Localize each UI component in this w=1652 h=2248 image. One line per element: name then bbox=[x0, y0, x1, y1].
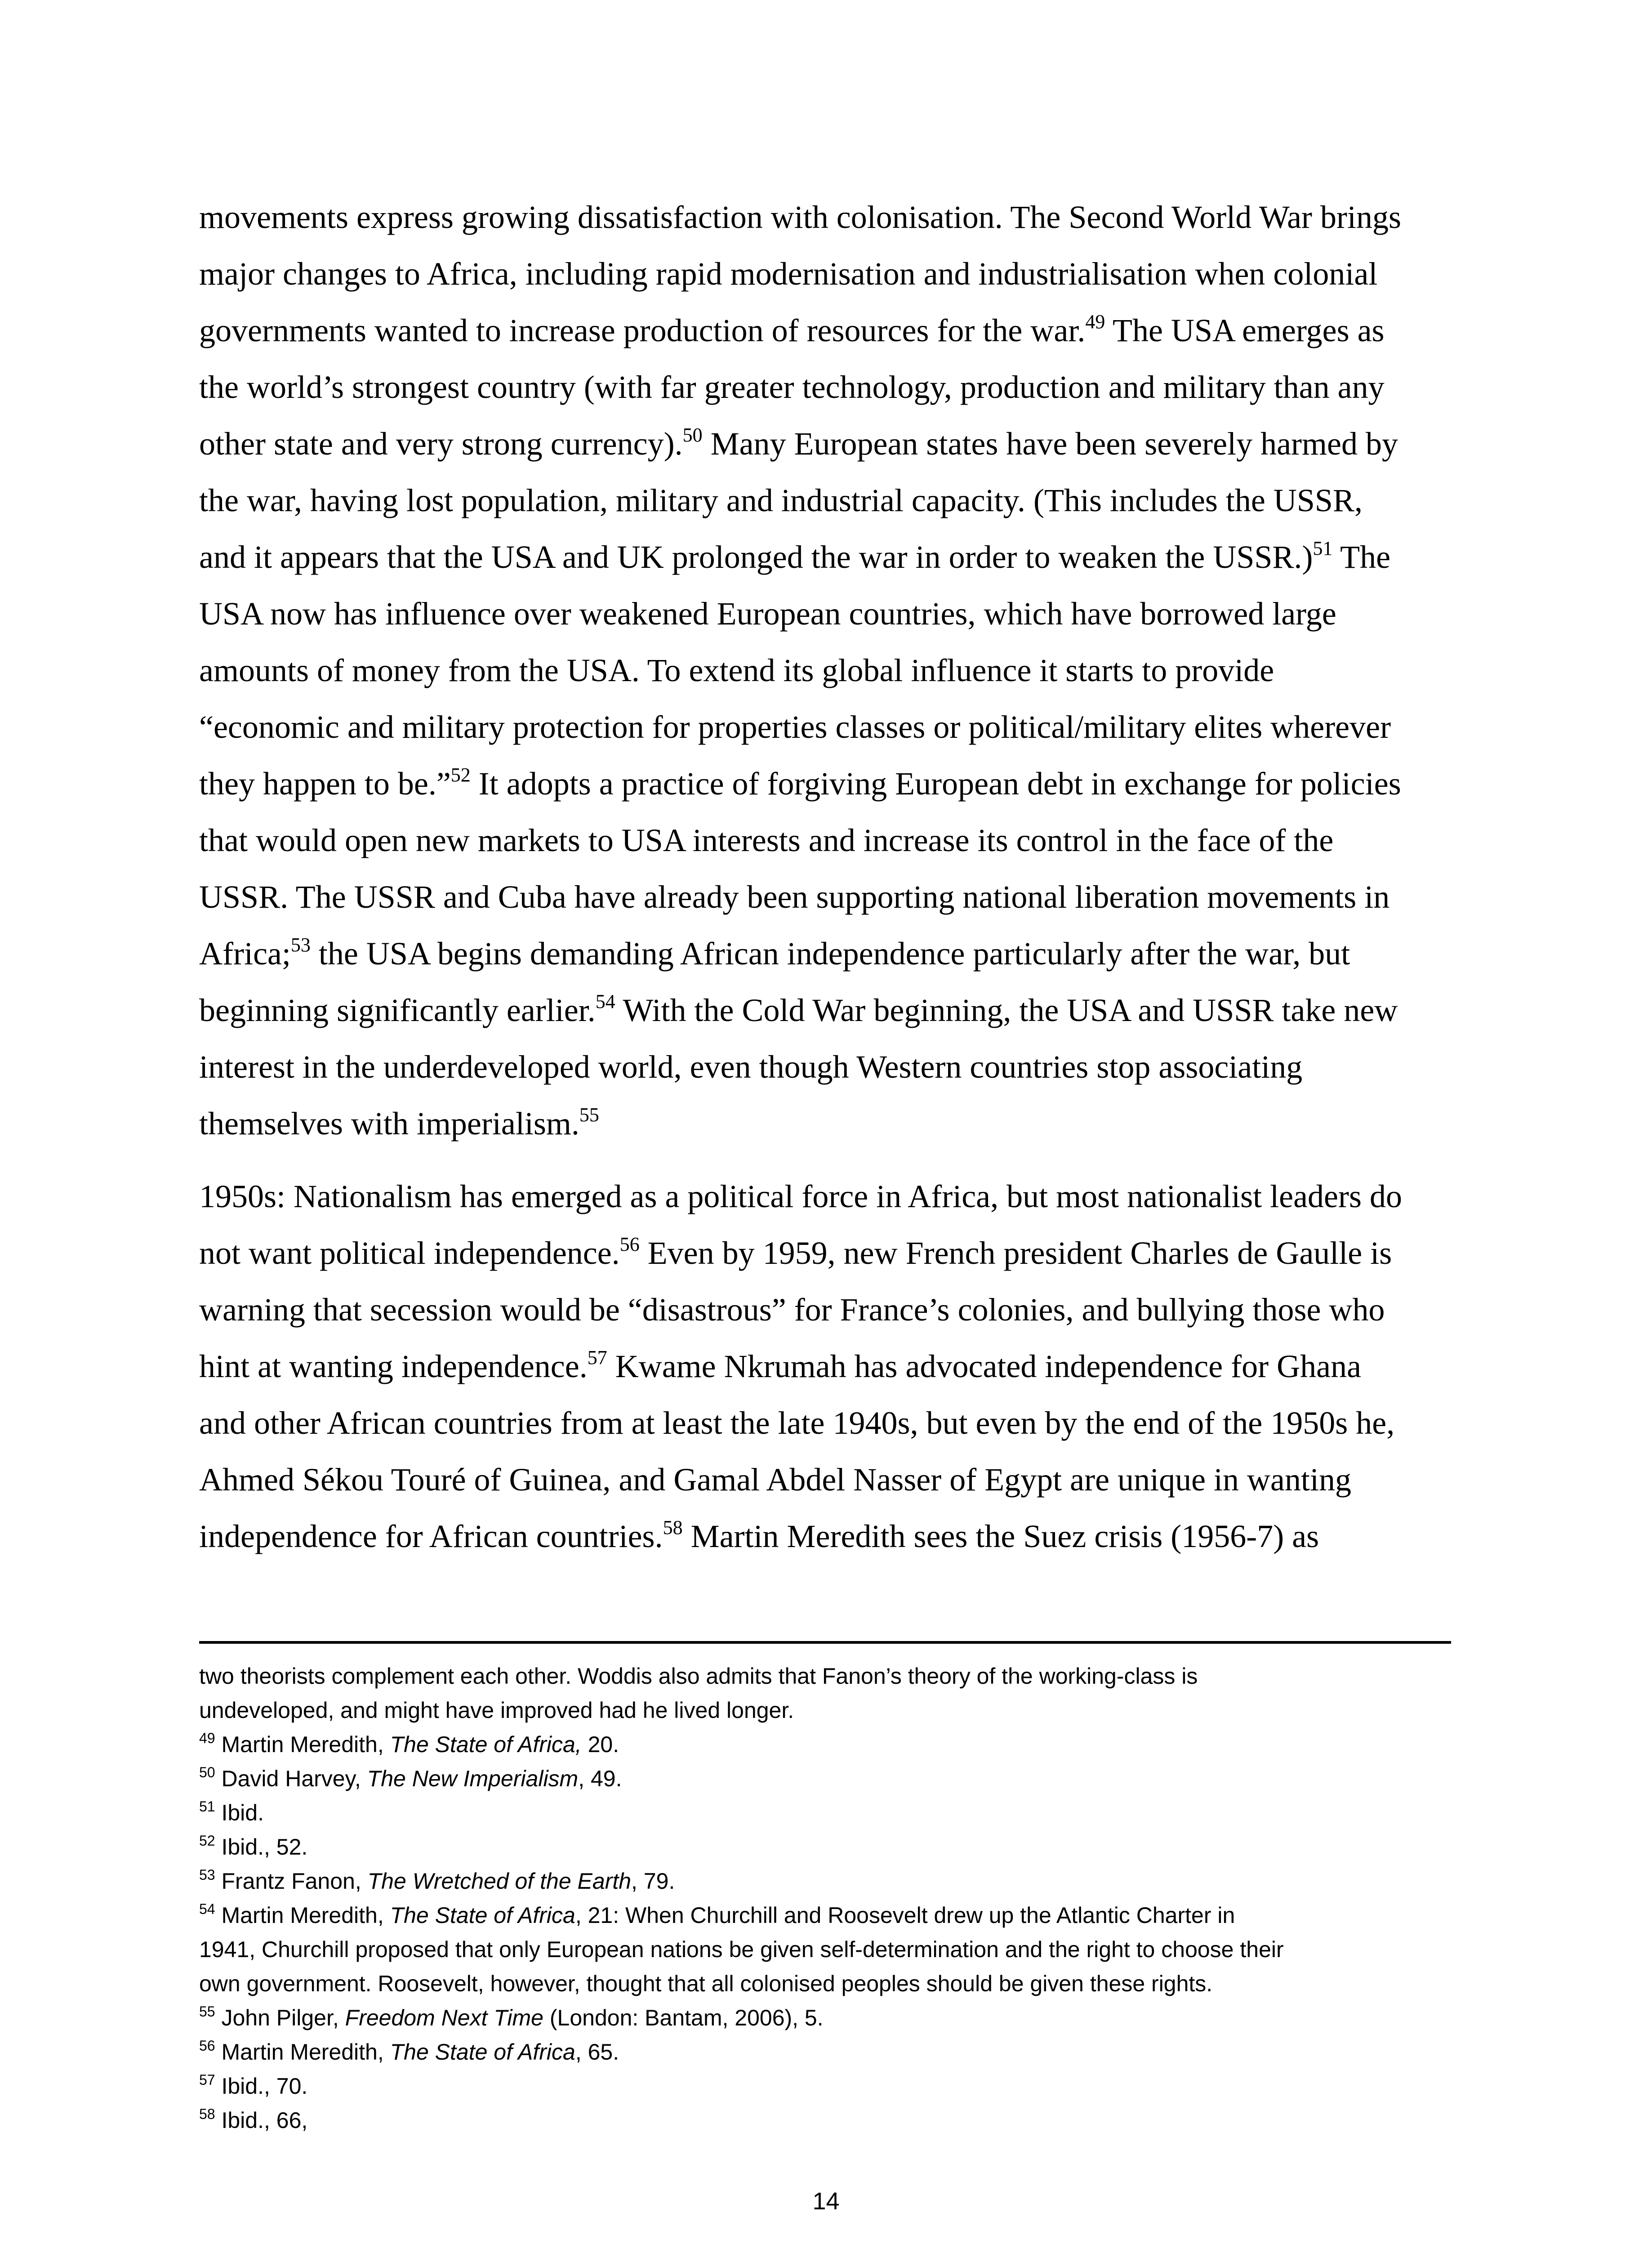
text-run: Martin Meredith, bbox=[215, 1903, 390, 1928]
text-run: Ibid., 66, bbox=[215, 2108, 308, 2133]
text-run: governments wanted to increase production of resources for the war. bbox=[199, 312, 1086, 348]
text-run: John Pilger, bbox=[215, 2005, 345, 2030]
text-run: hint at wanting independence. bbox=[199, 1348, 588, 1384]
text-line bbox=[199, 245, 1458, 302]
footnote-line bbox=[199, 1932, 1458, 1967]
text-run: Ibid., 52. bbox=[215, 1834, 308, 1860]
text-run: amounts of money from the USA. To extend its global influence it starts to provide bbox=[199, 652, 1274, 688]
footnote-line bbox=[199, 1796, 1458, 1830]
text-run: Ibid., 70. bbox=[215, 2074, 308, 2099]
footnote-reference: 54 bbox=[199, 1901, 215, 1918]
text-run: and other African countries from at least the late 1940s, but even by the end of the 1950s he, bbox=[199, 1405, 1395, 1441]
text-run: The bbox=[1332, 539, 1391, 575]
text-run: own government. Roosevelt, however, thought that all colonised peoples should be given these rights. bbox=[199, 1971, 1213, 1996]
footnote-reference: 52 bbox=[199, 1833, 215, 1849]
text-run: the USA begins demanding African independence particularly after the war, but bbox=[310, 936, 1350, 972]
text-run: warning that secession would be “disastrous” for France’s colonies, and bullying those who bbox=[199, 1292, 1385, 1328]
text-line bbox=[199, 755, 1458, 812]
text-run: David Harvey, bbox=[215, 1766, 367, 1791]
footnote-reference: 49 bbox=[199, 1730, 215, 1747]
footnote-line bbox=[199, 1898, 1458, 1932]
text-run: USSR. The USSR and Cuba have already been supporting national liberation movements in bbox=[199, 879, 1390, 915]
footnote-line bbox=[199, 1864, 1458, 1898]
text-run: , 65. bbox=[575, 2039, 619, 2065]
text-run: other state and very strong currency). bbox=[199, 426, 683, 462]
footnote-line bbox=[199, 1693, 1458, 1727]
footnote-reference: 52 bbox=[450, 764, 471, 786]
text-run: The USA emerges as bbox=[1105, 312, 1385, 348]
text-run: that would open new markets to USA interests and increase its control in the face of the bbox=[199, 822, 1334, 858]
text-line bbox=[199, 302, 1458, 359]
footnote-reference: 57 bbox=[587, 1347, 607, 1369]
text-line bbox=[199, 699, 1458, 755]
text-run: Frantz Fanon, bbox=[215, 1869, 368, 1894]
text-line bbox=[199, 585, 1458, 642]
footnote-line bbox=[199, 2069, 1458, 2103]
text-run: movements express growing dissatisfaction with colonisation. The Second World War brings bbox=[199, 199, 1402, 235]
footnote-reference: 57 bbox=[199, 2072, 215, 2088]
text-run: Ahmed Sékou Touré of Guinea, and Gamal Abdel Nasser of Egypt are unique in wanting bbox=[199, 1462, 1351, 1498]
italic-title: The Wretched of the Earth bbox=[367, 1869, 632, 1894]
text-line bbox=[199, 1168, 1458, 1225]
text-line bbox=[199, 529, 1458, 585]
body-paragraph bbox=[199, 1168, 1458, 1565]
text-run: 20. bbox=[581, 1732, 619, 1757]
text-run: themselves with imperialism. bbox=[199, 1106, 579, 1142]
text-line bbox=[199, 1225, 1458, 1281]
text-run: Many European states have been severely harmed by bbox=[702, 426, 1398, 462]
text-run: Africa; bbox=[199, 936, 291, 972]
text-run: and it appears that the USA and UK prolonged the war in order to weaken the USSR.) bbox=[199, 539, 1313, 575]
footnote-line bbox=[199, 1659, 1458, 1693]
text-run: Martin Meredith, bbox=[215, 2039, 390, 2065]
text-run: not want political independence. bbox=[199, 1235, 620, 1271]
text-run: , 49. bbox=[578, 1766, 622, 1791]
text-run: (London: Bantam, 2006), 5. bbox=[543, 2005, 824, 2030]
text-run: Ibid. bbox=[215, 1800, 264, 1825]
footnote-reference: 56 bbox=[199, 2038, 215, 2054]
text-run: undeveloped, and might have improved had he lived longer. bbox=[199, 1698, 794, 1723]
text-run: , 79. bbox=[631, 1869, 675, 1894]
footnote-line bbox=[199, 2103, 1458, 2137]
text-run: Even by 1959, new French president Charles de Gaulle is bbox=[639, 1235, 1392, 1271]
footnote-line bbox=[199, 1967, 1458, 2001]
footnote-reference: 53 bbox=[199, 1867, 215, 1883]
body-text bbox=[199, 189, 1458, 1581]
text-run: interest in the underdeveloped world, even though Western countries stop associating bbox=[199, 1049, 1303, 1085]
footnote-separator bbox=[199, 1641, 1451, 1644]
footnote-line bbox=[199, 2001, 1458, 2035]
text-run: two theorists complement each other. Woddis also admits that Fanon’s theory of the working-class is bbox=[199, 1664, 1198, 1689]
text-run: beginning significantly earlier. bbox=[199, 992, 596, 1028]
italic-title: The New Imperialism bbox=[367, 1766, 579, 1791]
text-run: Martin Meredith, bbox=[215, 1732, 390, 1757]
italic-title: The State of Africa, bbox=[390, 1732, 582, 1757]
text-line bbox=[199, 925, 1458, 982]
page-number: 14 bbox=[812, 2188, 840, 2215]
footnote-reference: 55 bbox=[579, 1104, 599, 1126]
text-line bbox=[199, 1039, 1458, 1095]
text-run: , 21: When Churchill and Roosevelt drew up the Atlantic Charter in bbox=[575, 1903, 1235, 1928]
italic-title: The State of Africa bbox=[390, 1903, 575, 1928]
footnote-line bbox=[199, 1727, 1458, 1762]
text-run: independence for African countries. bbox=[199, 1518, 663, 1554]
text-line bbox=[199, 472, 1458, 529]
footnote-line bbox=[199, 1762, 1458, 1796]
footnote-line bbox=[199, 1830, 1458, 1864]
footnotes bbox=[199, 1659, 1458, 2137]
text-run: Martin Meredith sees the Suez crisis (1956-7) as bbox=[682, 1518, 1319, 1554]
text-run: they happen to be.” bbox=[199, 766, 451, 802]
text-line bbox=[199, 1281, 1458, 1338]
text-run: the world’s strongest country (with far greater technology, production and military than any bbox=[199, 369, 1385, 405]
footnote-reference: 49 bbox=[1085, 311, 1105, 333]
text-run: major changes to Africa, including rapid modernisation and industrialisation when colonial bbox=[199, 256, 1378, 292]
text-line bbox=[199, 415, 1458, 472]
footnote-reference: 55 bbox=[199, 2003, 215, 2020]
footnote-reference: 58 bbox=[663, 1517, 683, 1539]
footnote-line bbox=[199, 2035, 1458, 2069]
text-line bbox=[199, 1395, 1458, 1451]
footnote-reference: 54 bbox=[595, 990, 615, 1012]
footnote-reference: 50 bbox=[199, 1764, 215, 1781]
text-line bbox=[199, 982, 1458, 1039]
footnote-reference: 53 bbox=[290, 934, 311, 956]
text-line bbox=[199, 189, 1458, 245]
text-run: the war, having lost population, military and industrial capacity. (This includes the USSR, bbox=[199, 482, 1363, 518]
italic-title: Freedom Next Time bbox=[345, 2005, 543, 2030]
text-line bbox=[199, 1451, 1458, 1508]
body-paragraph bbox=[199, 189, 1458, 1152]
footnote-reference: 58 bbox=[199, 2106, 215, 2123]
text-run: With the Cold War beginning, the USA and USSR take new bbox=[615, 992, 1398, 1028]
text-line bbox=[199, 1338, 1458, 1395]
text-run: It adopts a practice of forgiving European debt in exchange for policies bbox=[470, 766, 1401, 802]
text-line bbox=[199, 812, 1458, 869]
text-line bbox=[199, 1508, 1458, 1565]
text-line bbox=[199, 359, 1458, 415]
footnote-reference: 50 bbox=[682, 424, 703, 446]
footnote-reference: 56 bbox=[619, 1233, 640, 1255]
text-line bbox=[199, 1095, 1458, 1152]
text-run: “economic and military protection for properties classes or political/military elites wherever bbox=[199, 709, 1391, 745]
text-run: Kwame Nkrumah has advocated independence for Ghana bbox=[607, 1348, 1362, 1384]
text-run: 1950s: Nationalism has emerged as a political force in Africa, but most nationalist leaders do bbox=[199, 1178, 1402, 1214]
text-line bbox=[199, 869, 1458, 925]
text-run: 1941, Churchill proposed that only European nations be given self-determination and the right to choose their bbox=[199, 1937, 1284, 1962]
italic-title: The State of Africa bbox=[390, 2039, 575, 2065]
text-run: USA now has influence over weakened European countries, which have borrowed large bbox=[199, 596, 1336, 632]
footnote-reference: 51 bbox=[199, 1798, 215, 1815]
text-line bbox=[199, 642, 1458, 699]
footnote-reference: 51 bbox=[1313, 537, 1333, 559]
